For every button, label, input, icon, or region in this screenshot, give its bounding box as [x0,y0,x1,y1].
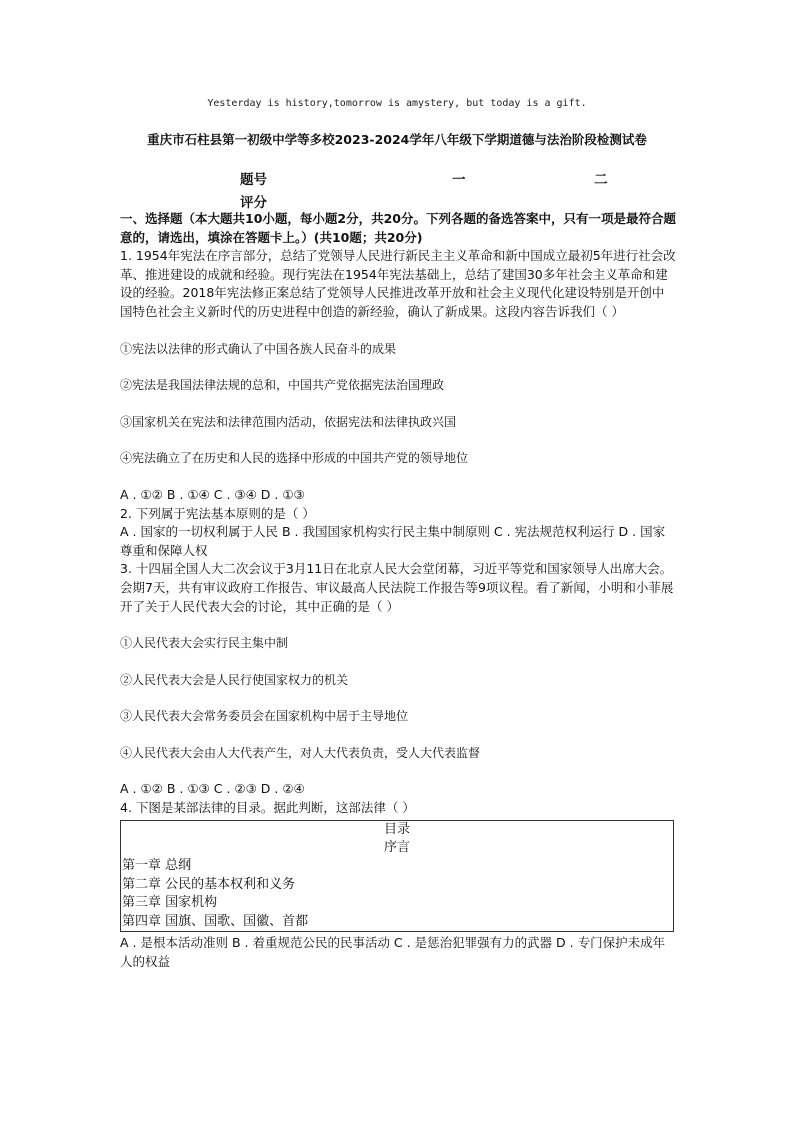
question-3-option-2: ②人民代表大会是人民行使国家权力的机关 [120,672,349,687]
question-3-stem: 3. 十四届全国人大二次会议于3月11日在北京人民大会堂闭幕，习近平等党和国家领导人出席大会。会期7天，共有审议政府工作报告、审议最高人民法院工作报告等9项议程。看了新闻，小明和小菲展开了关于人民代表大会的讨论，其中正确的是（ ） [120,561,674,614]
score-header-row [0,168,794,191]
question-1-option-3: ③国家机关在宪法和法律范围内活动，依据宪法和法律执政兴国 [120,414,457,429]
question-4-answers: A . 是根本活动准则 B . 着重规范公民的民事活动 C . 是惩治犯罪强有力的武器 D . 专门保护未成年人的权益 [120,935,666,969]
exam-body [120,210,676,971]
score-col-2: 二 [594,172,608,188]
score-col-1: 一 [452,172,466,188]
toc-title: 目录 [383,821,410,837]
question-1-option-2: ②宪法是我国法律法规的总和，中国共产党依据宪法治国理政 [120,378,445,393]
toc-chapter-1: 第一章 总纲 [122,858,192,874]
question-2-answers: A . 国家的一切权利属于人民 B . 我国国家机构实行民主集中制原则 C . 宪法规范权利运行 D . 国家尊重和保障人权 [120,524,666,558]
toc-chapter-4: 第四章 国旗、国歌、国徽、首都 [122,913,309,929]
question-3-answers: A . ①② B . ①③ C . ②③ D . ②④ [120,781,305,797]
section-heading: 一、选择题（本大题共10小题，每小题2分，共20分。下列各题的备选答案中，只有一项是最符合题意的，请选出，填涂在答题卡上。）(共10题；共20分) [120,211,676,245]
question-1-answers: A . ①② B . ①④ C . ③④ D . ①③ [120,486,305,502]
question-4-stem: 4. 下图是某部法律的目录。据此判断，这部法律（ ） [120,800,415,816]
exam-title: 重庆市石柱县第一初级中学等多校2023-2024学年八年级下学期道德与法治阶段检测试卷 [147,132,647,147]
question-3-option-1: ①人民代表大会实行民主集中制 [120,636,289,651]
table-of-contents-box [120,820,674,932]
toc-preface: 序言 [383,840,410,856]
question-1-option-4: ④宪法确立了在历史和人民的选择中形成的中国共产党的领导地位 [120,451,469,466]
question-1-option-1: ①宪法以法律的形式确认了中国各族人民奋斗的成果 [120,341,397,356]
question-3-option-4: ④人民代表大会由人大代表产生，对人大代表负责，受人大代表监督 [120,745,481,760]
score-label: 评分 [240,195,267,211]
score-table [0,168,794,214]
toc-chapter-2: 第二章 公民的基本权利和义务 [122,876,296,892]
question-2-stem: 2. 下列属于宪法基本原则的是（ ） [120,505,315,521]
question-3-option-3: ③人民代表大会常务委员会在国家机构中居于主导地位 [120,709,409,724]
toc-chapter-3: 第三章 国家机构 [122,895,218,911]
question-1-stem: 1. 1954年宪法在序言部分，总结了党领导人民进行新民主主义革命和新中国成立最初5年进行社会改革、推进建设的成就和经验。现行宪法在1954年宪法基础上，总结了建国30多年社会主义革命和建设的经验。2018年宪法修正案总结了党领导人民推进改革开放和社会主义现代化建设特别是开创中国特色社会主义新时代的历史进程中创造的新经验，确认了新成果。这段内容告诉我们（ ） [120,248,676,319]
header-motto: Yesterday is history,tomorrow is amystery, but today is a gift. [207,98,587,109]
score-header-label: 题号 [240,172,267,188]
